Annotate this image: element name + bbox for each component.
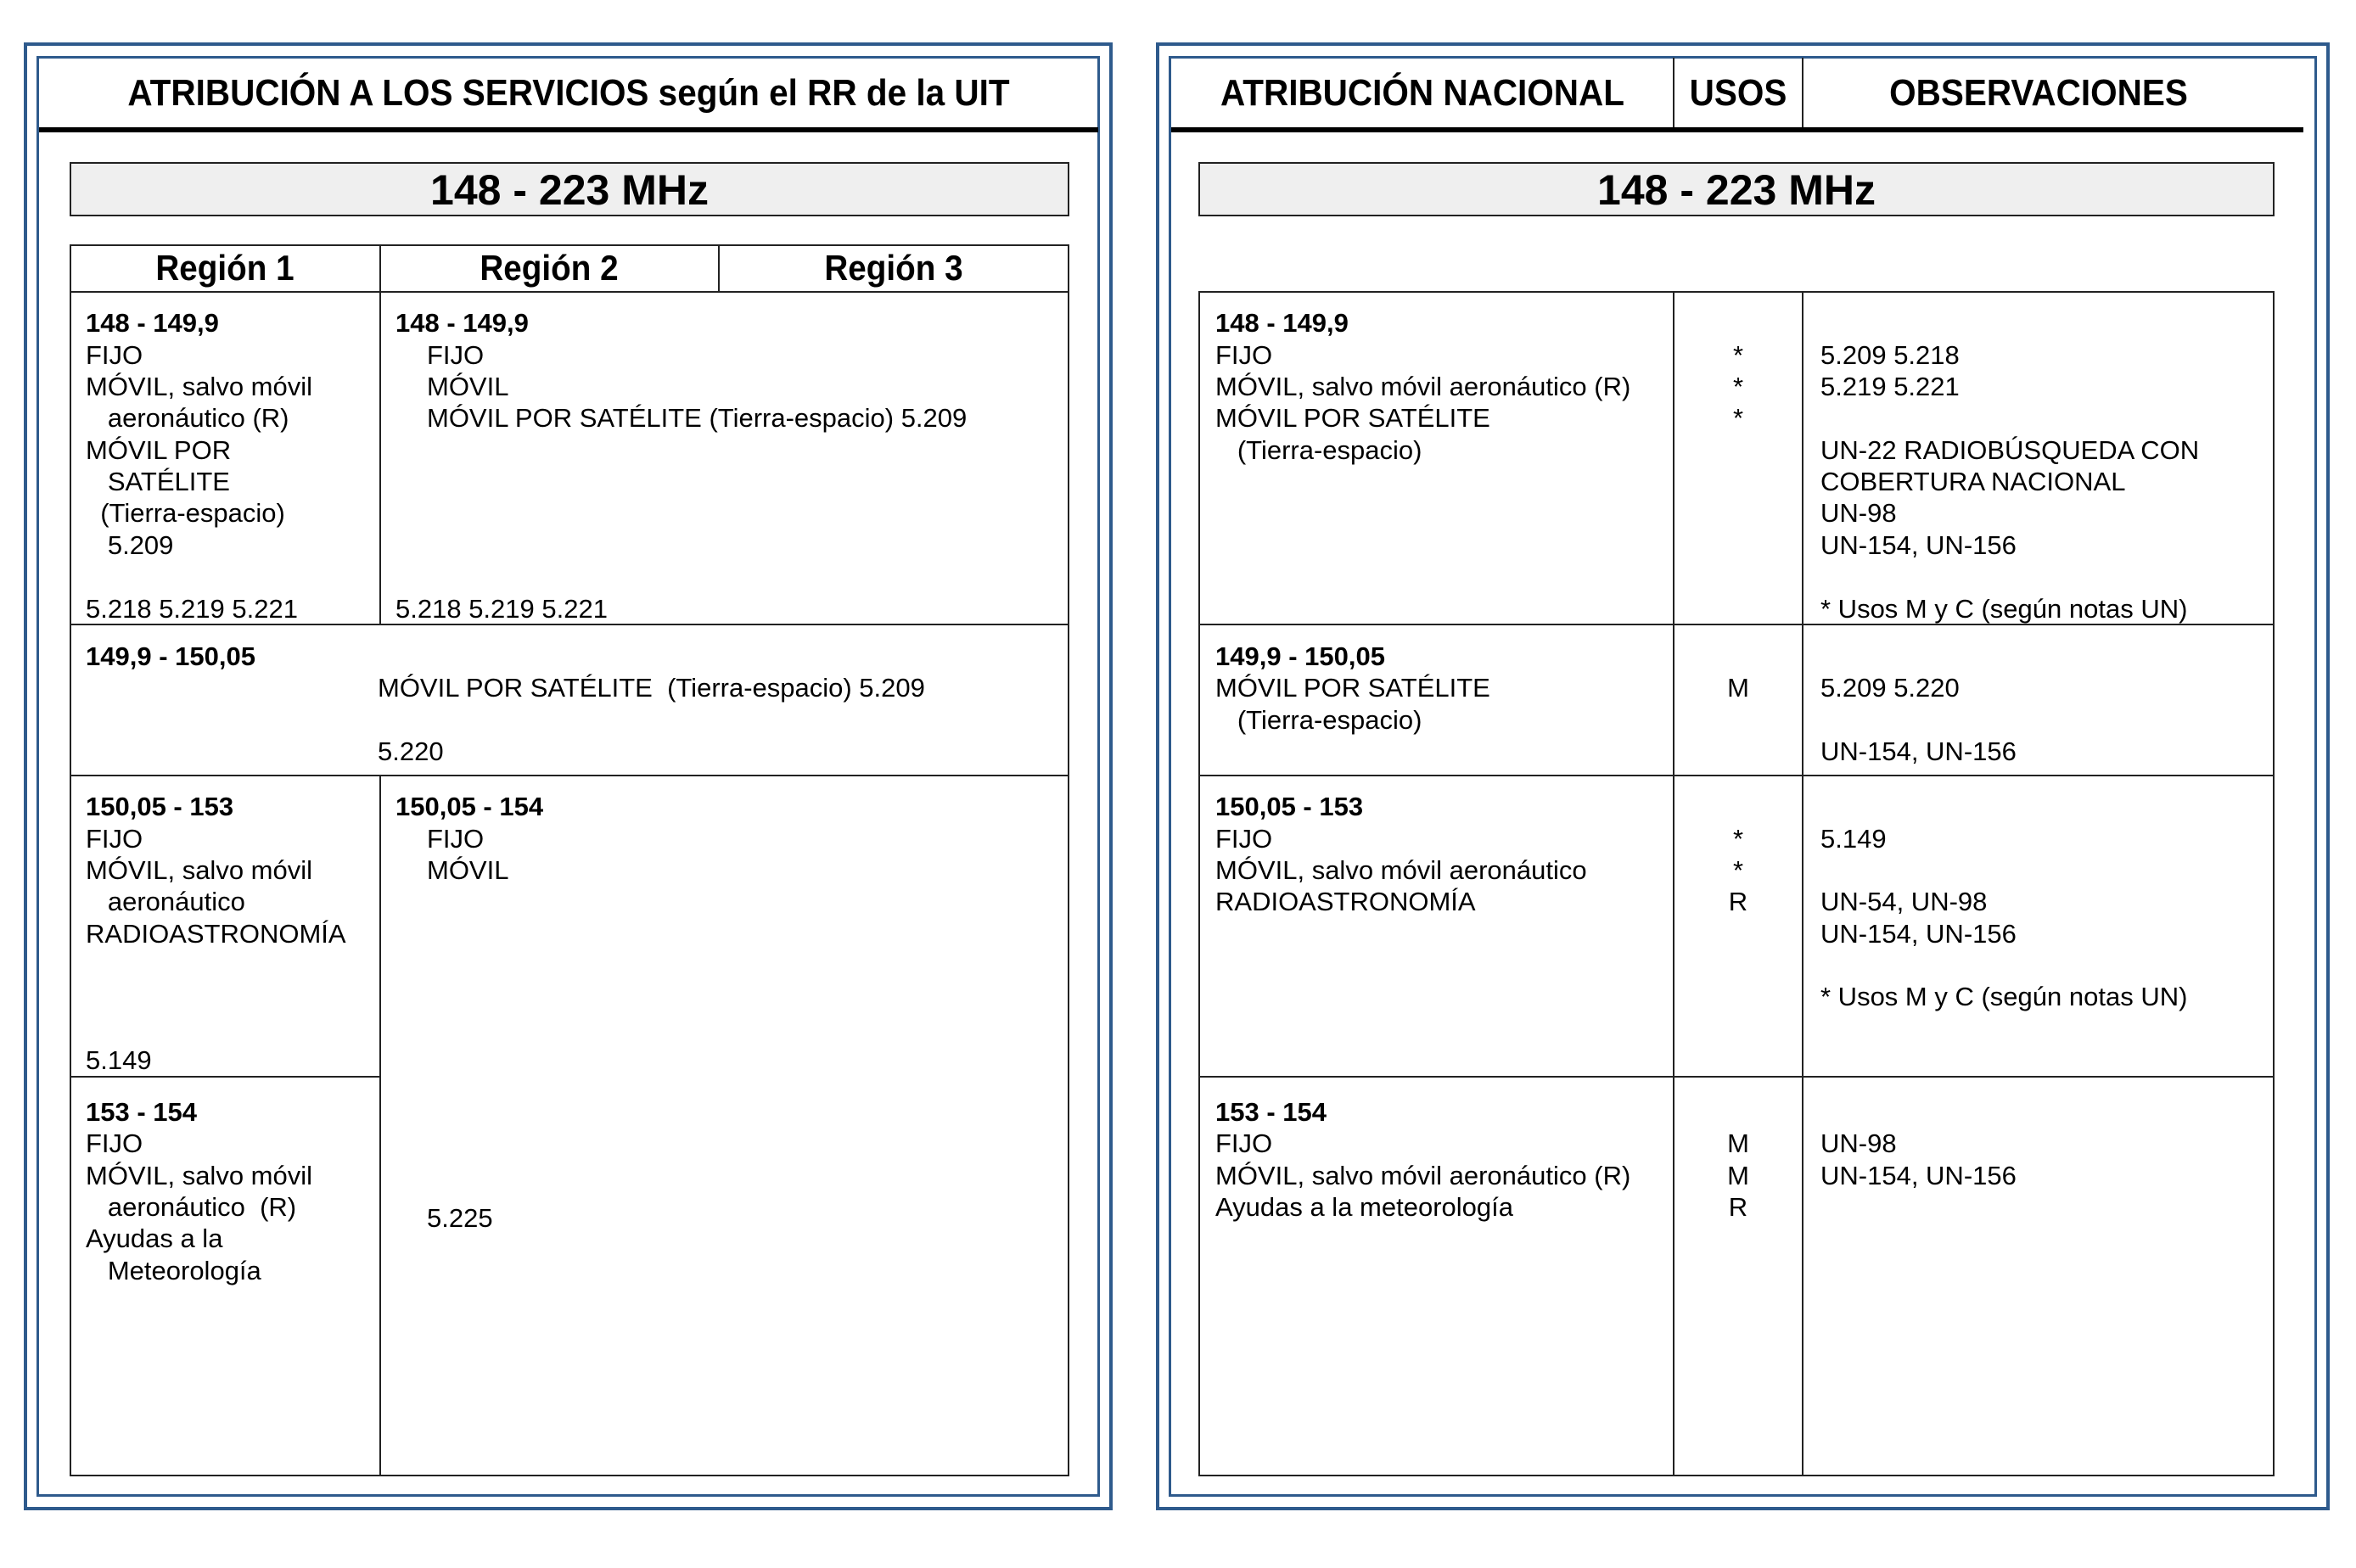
r1-150-line: aeronáutico [86,887,245,916]
left-col-rule-1 [379,244,381,625]
nat-row-uso: * [1732,372,1744,401]
nat-row-line: FIJO [1215,1128,1273,1158]
left-col-rule-2 [718,244,720,293]
observaciones-header: OBSERVACIONES [1889,72,2188,114]
region-1-header: Región 1 [155,248,294,288]
nat-row-line: FIJO [1215,340,1273,370]
r1-153-line: Ayudas a la [86,1224,223,1253]
all-149-service: MÓVIL POR SATÉLITE (Tierra-espacio) 5.209 [378,673,925,703]
nat-row-obs: * Usos M y C (según notas UN) [1820,594,2188,624]
nat-row-line: (Tierra-espacio) [1215,435,1422,465]
left-band-title: 148 - 223 MHz [70,162,1069,216]
left-header-rule [39,127,1098,132]
r1-148-line: aeronáutico (R) [86,403,289,433]
nat-row-obs: 5.209 5.218 [1820,340,1960,370]
nat-row-line: RADIOASTRONOMÍA [1215,887,1476,916]
right-header-divider-2 [1802,58,1803,129]
all-149-range: 149,9 - 150,05 [86,641,255,671]
r1-153-line: FIJO [86,1128,143,1158]
r1-148-line: FIJO [86,340,143,370]
r1-150-range: 150,05 - 153 [86,792,234,821]
nat-row-uso: R [1728,887,1748,916]
right-row-rule-3 [1198,1076,2275,1078]
nat-row-uso: M [1727,673,1749,703]
r2-148-notes: 5.218 5.219 5.221 [395,594,608,624]
nat-row-obs: UN-98 [1820,1128,1897,1158]
r1-150-line: FIJO [86,824,143,854]
nat-row-range: 148 - 149,9 [1215,308,1349,338]
nat-row-uso: R [1728,1192,1748,1222]
r1-150-line: MÓVIL, salvo móvil [86,855,313,885]
nat-row-obs: UN-98 [1820,498,1897,528]
nat-row-obs: UN-154, UN-156 [1820,919,2017,949]
region-2-header: Región 2 [480,248,619,288]
r1-148-line: SATÉLITE [86,467,230,496]
r1-148-notes: 5.218 5.219 5.221 [86,594,298,624]
right-row-rule-2 [1198,775,2275,776]
region-3-header: Región 3 [824,248,963,288]
r1-148-line: MÓVIL POR [86,435,232,465]
r1-148-line: 5.209 [86,530,174,560]
r2-150-line: FIJO [427,824,485,854]
nat-row-uso: M [1727,1128,1749,1158]
nat-row-obs: COBERTURA NACIONAL [1820,467,2126,496]
nat-row-line: MÓVIL POR SATÉLITE [1215,403,1490,433]
nat-row-range: 149,9 - 150,05 [1215,641,1385,671]
nat-row-obs: UN-154, UN-156 [1820,736,2017,766]
right-band-title: 148 - 223 MHz [1198,162,2275,216]
nat-row-line: FIJO [1215,824,1273,854]
r1-153-line: aeronáutico (R) [86,1192,297,1222]
r1-148-range: 148 - 149,9 [86,308,219,338]
r2-148-line: MÓVIL POR SATÉLITE (Tierra-espacio) 5.209 [427,403,968,433]
nat-row-uso: M [1727,1161,1749,1190]
nat-row-uso: * [1732,403,1744,433]
left-header-title: ATRIBUCIÓN A LOS SERVICIOS según el RR de la UIT [127,72,1010,114]
national-allocation-header: ATRIBUCIÓN NACIONAL [1220,72,1624,114]
r2-148-line: FIJO [427,340,485,370]
right-header-divider-1 [1673,58,1674,129]
nat-row-obs: * Usos M y C (según notas UN) [1820,982,2188,1011]
r2-150-line: MÓVIL [427,855,509,885]
nat-row-obs: UN-54, UN-98 [1820,887,1988,916]
r2-148-line: MÓVIL [427,372,509,401]
r2-150-range: 150,05 - 154 [395,792,544,821]
left-region-header-rule [70,291,1069,293]
usos-header: USOS [1689,72,1787,114]
nat-row-obs: UN-22 RADIOBÚSQUEDA CON [1820,435,2200,465]
right-header-rule [1171,127,2303,132]
nat-row-line: MÓVIL, salvo móvil aeronáutico [1215,855,1587,885]
nat-row-obs: UN-154, UN-156 [1820,530,2017,560]
left-row-rule-2 [70,775,1069,776]
nat-row-obs: 5.149 [1820,824,1887,854]
left-col-rule-1b [379,775,381,1476]
nat-row-range: 150,05 - 153 [1215,792,1364,821]
nat-row-line: MÓVIL POR SATÉLITE [1215,673,1490,703]
r1-153-line: MÓVIL, salvo móvil [86,1161,313,1190]
nat-row-obs: 5.219 5.221 [1820,372,1960,401]
nat-row-line: MÓVIL, salvo móvil aeronáutico (R) [1215,1161,1631,1190]
r1-150-line: RADIOASTRONOMÍA [86,919,346,949]
r1-150-notes: 5.149 [86,1045,152,1075]
r2-150-notes: 5.225 [427,1203,493,1233]
nat-row-line: (Tierra-espacio) [1215,705,1422,735]
r1-148-line: MÓVIL, salvo móvil [86,372,313,401]
nat-row-line: MÓVIL, salvo móvil aeronáutico (R) [1215,372,1631,401]
nat-row-uso: * [1732,855,1744,885]
nat-row-uso: * [1732,340,1744,370]
r2-148-range: 148 - 149,9 [395,308,529,338]
nat-row-obs: UN-154, UN-156 [1820,1161,2017,1190]
nat-row-obs: 5.209 5.220 [1820,673,1960,703]
nat-row-uso: * [1732,824,1744,854]
left-row-rule-3 [70,1076,380,1078]
r1-148-line: (Tierra-espacio) [86,498,285,528]
r1-153-range: 153 - 154 [86,1097,197,1127]
r1-153-line: Meteorología [86,1256,261,1285]
nat-row-line: Ayudas a la meteorología [1215,1192,1513,1222]
all-149-notes: 5.220 [378,736,444,766]
nat-row-range: 153 - 154 [1215,1097,1327,1127]
